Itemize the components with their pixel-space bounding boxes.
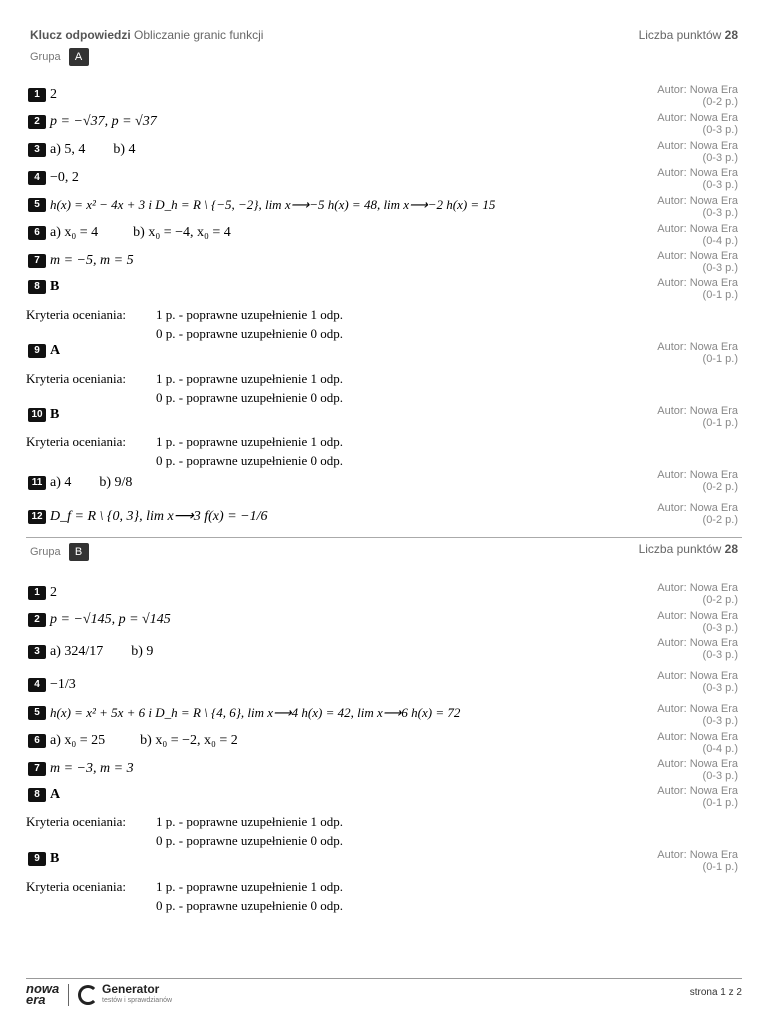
- group-b-badge: B: [69, 543, 89, 561]
- answer-a-8: 8 B: [28, 279, 59, 295]
- meta-b-5: Autor: Nowa Era (0-3 p.): [657, 703, 738, 727]
- meta-b-4: Autor: Nowa Era (0-3 p.): [657, 670, 738, 694]
- meta-a-1: Autor: Nowa Era (0-2 p.): [657, 84, 738, 108]
- group-a-badge: A: [69, 48, 89, 66]
- meta-a-8: Autor: Nowa Era (0-1 p.): [657, 277, 738, 301]
- answer-b-3: 3 a) 324/17 b) 9: [28, 644, 153, 660]
- answer-a-9: 9 A: [28, 343, 60, 359]
- meta-b-3: Autor: Nowa Era (0-3 p.): [657, 637, 738, 661]
- answer-b-4: 4 −1/3: [28, 677, 76, 693]
- answer-a-1: 1 2: [28, 87, 57, 103]
- criteria-a-9: Kryteria oceniania: 1 p. - poprawne uzupełnienie 1 odp. 0 p. - poprawne uzupełnienie 0 odp.: [26, 371, 344, 405]
- meta-a-9: Autor: Nowa Era (0-1 p.): [657, 341, 738, 365]
- answer-a-11: 11 a) 4 b) 9/8: [28, 475, 132, 491]
- group-b-label: Grupa B: [30, 543, 89, 561]
- nowa-era-logo: nowa era: [26, 981, 60, 1007]
- meta-a-4: Autor: Nowa Era (0-3 p.): [657, 167, 738, 191]
- generator-icon: [78, 985, 98, 1005]
- total-points-b: Liczba punktów 28: [638, 542, 738, 556]
- answer-b-2: 2 p = −√145, p = √145: [28, 612, 171, 628]
- meta-b-6: Autor: Nowa Era (0-4 p.): [657, 731, 738, 755]
- answer-a-12: 12 D_f = R \ {0, 3}, lim x⟶3 f(x) = −1/6: [28, 508, 267, 525]
- meta-a-12: Autor: Nowa Era (0-2 p.): [657, 502, 738, 526]
- answer-b-9: 9 B: [28, 851, 59, 867]
- criteria-a-10: Kryteria oceniania: 1 p. - poprawne uzupełnienie 1 odp. 0 p. - poprawne uzupełnienie 0 odp.: [26, 434, 344, 468]
- meta-b-8: Autor: Nowa Era (0-1 p.): [657, 785, 738, 809]
- footer-divider: [26, 978, 742, 979]
- answer-a-7: 7 m = −5, m = 5: [28, 253, 134, 269]
- answer-a-6: 6 a) x₀ = 4 b) x₀ = −4, x₀ = 4: [28, 225, 231, 241]
- meta-b-9: Autor: Nowa Era (0-1 p.): [657, 849, 738, 873]
- answer-b-8: 8 A: [28, 787, 60, 803]
- group-a-label: Grupa A: [30, 48, 89, 66]
- meta-b-1: Autor: Nowa Era (0-2 p.): [657, 582, 738, 606]
- meta-a-11: Autor: Nowa Era (0-2 p.): [657, 469, 738, 493]
- meta-a-5: Autor: Nowa Era (0-3 p.): [657, 195, 738, 219]
- document-title: Klucz odpowiedzi Obliczanie granic funkcji: [30, 28, 264, 42]
- page-number: strona 1 z 2: [689, 987, 742, 998]
- meta-a-2: Autor: Nowa Era (0-3 p.): [657, 112, 738, 136]
- meta-b-2: Autor: Nowa Era (0-3 p.): [657, 610, 738, 634]
- answer-a-2: 2 p = −√37, p = √37: [28, 114, 157, 130]
- generator-logo: Generator testów i sprawdzianów: [78, 983, 172, 1007]
- answer-b-5: 5 h(x) = x² + 5x + 6 i D_h = R \ {4, 6}, lim x⟶4 h(x) = 42, lim x⟶6 h(x) = 72: [28, 705, 460, 721]
- criteria-a-8: Kryteria oceniania: 1 p. - poprawne uzupełnienie 1 odp. 0 p. - poprawne uzupełnienie 0 odp.: [26, 307, 344, 341]
- total-points: Liczba punktów 28: [638, 28, 738, 42]
- answer-a-4: 4 −0, 2: [28, 170, 79, 186]
- answer-a-3: 3 a) 5, 4 b) 4: [28, 142, 136, 158]
- answer-b-7: 7 m = −3, m = 3: [28, 761, 134, 777]
- meta-b-7: Autor: Nowa Era (0-3 p.): [657, 758, 738, 782]
- logo-divider: [68, 984, 69, 1006]
- answer-a-5: 5 h(x) = x² − 4x + 3 i D_h = R \ {−5, −2}, lim x⟶−5 h(x) = 48, lim x⟶−2 h(x) = 15: [28, 197, 495, 213]
- answer-b-6: 6 a) x₀ = 25 b) x₀ = −2, x₀ = 2: [28, 733, 238, 749]
- group-divider: [26, 537, 742, 538]
- criteria-b-9: Kryteria oceniania: 1 p. - poprawne uzupełnienie 1 odp. 0 p. - poprawne uzupełnienie 0 odp.: [26, 879, 344, 913]
- criteria-b-8: Kryteria oceniania: 1 p. - poprawne uzupełnienie 1 odp. 0 p. - poprawne uzupełnienie 0 odp.: [26, 814, 344, 848]
- meta-a-6: Autor: Nowa Era (0-4 p.): [657, 223, 738, 247]
- meta-a-7: Autor: Nowa Era (0-3 p.): [657, 250, 738, 274]
- meta-a-3: Autor: Nowa Era (0-3 p.): [657, 140, 738, 164]
- meta-a-10: Autor: Nowa Era (0-1 p.): [657, 405, 738, 429]
- answer-a-10: 10 B: [28, 407, 59, 423]
- answer-b-1: 1 2: [28, 585, 57, 601]
